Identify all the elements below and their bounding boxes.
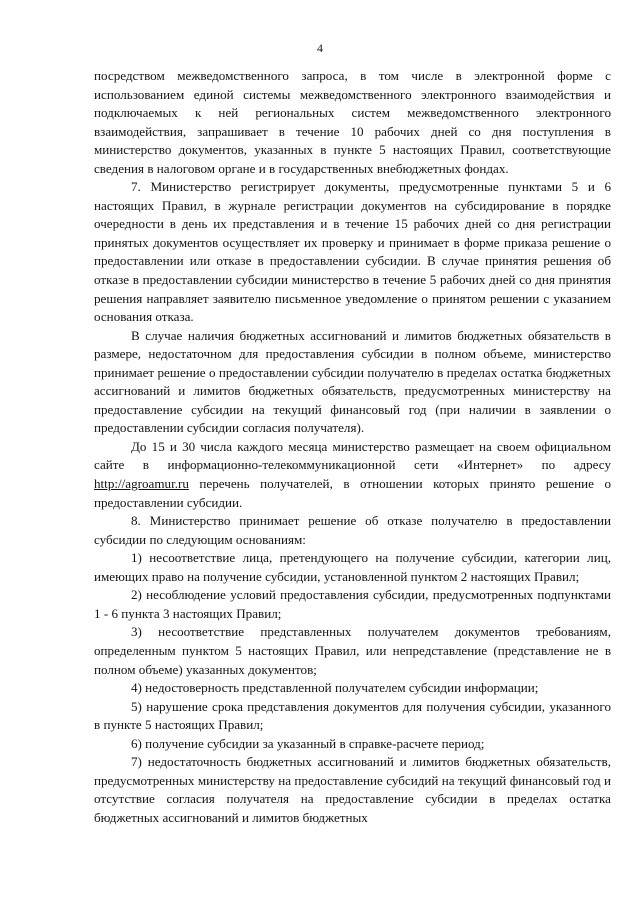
document-body bbox=[94, 67, 611, 827]
list-item-5: 5) нарушение срока представления документов для получения субсидии, указанного в пункте 5 настоящих Правил; bbox=[94, 698, 611, 733]
paragraph-item-8: 8. Министерство принимает решение об отказе получателю в предоставлении субсидии по следующим основаниям: bbox=[94, 513, 611, 547]
paragraph-insufficient-funds: В случае наличия бюджетных ассигнований и лимитов бюджетных обязательств в размере, недостаточном для предоставления субсидии в полном объеме, министерство принимает решение о предоставлении субсидии получателю в пределах остатка бюджетных ассигнований и лимитов бюджетных обязательств, предусмотренных министерству на предоставление субсидии на текущий финансовый год (при наличии в заявлении о предоставлении субсидии согласия получателя). bbox=[94, 327, 611, 436]
publication-text-before: До 15 и 30 числа каждого месяца министерство размещает на своем официальном сайте в информационно-телекоммуникационной сети «Интернет» по адресу bbox=[94, 438, 611, 473]
paragraph-continuation: посредством межведомственного запроса, в том числе в электронной форме с использованием единой системы межведомственного электронного взаимодействия и подключаемых к ней региональных систем межведомственного электронного взаимодействия, запрашивает в течение 10 рабочих дней со дня поступления в министерство документов, указанных в пункте 5 настоящих Правил, соответствующие сведения в налоговом органе и в государственных внебюджетных фондах. bbox=[94, 68, 611, 176]
paragraph-publication bbox=[94, 438, 611, 512]
list-item-3: 3) несоответствие представленных получателем документов требованиям, определенным пунктом 5 настоящих Правил, или непредставление (представление не в полном объеме) указанных документов; bbox=[94, 624, 611, 677]
list-item-2: 2) несоблюдение условий предоставления субсидии, предусмотренных подпунктами 1 - 6 пункта 3 настоящих Правил; bbox=[94, 587, 611, 621]
publication-text-after: перечень получателей, в отношении которых принято решение о предоставлении субсидии. bbox=[94, 476, 611, 510]
list-item-4: 4) недостоверность представленной получателем субсидии информации; bbox=[131, 680, 539, 696]
agroamur-link[interactable]: http://agroamur.ru bbox=[94, 476, 189, 492]
list-item-1: 1) несоответствие лица, претендующего на получение субсидии, категории лиц, имеющих право на получение субсидии, установленной пунктом 2 настоящих Правил; bbox=[94, 550, 611, 584]
page-number: 4 bbox=[317, 41, 323, 55]
list-item-6: 6) получение субсидии за указанный в справке-расчете период; bbox=[131, 735, 485, 751]
paragraph-item-7: 7. Министерство регистрирует документы, предусмотренные пунктами 5 и 6 настоящих Правил, в журнале регистрации документов на субсидирование в порядке очередности в день их представления и в течение 15 рабочих дней со дня регистрации принятых документов осуществляет их проверку и принимает в форме приказа решение о предоставлении или отказе в предоставлении субсидии. В случае принятия решения об отказе в предоставлении субсидии министерство в течение 5 рабочих дней со дня принятия решения направляет заявителю письменное уведомление о принятом решении с указанием основания отказа. bbox=[94, 179, 611, 325]
list-item-7: 7) недостаточность бюджетных ассигнований и лимитов бюджетных обязательств, предусмотренных министерству на предоставление субсидий на текущий финансовый год и отсутствие согласия получателя на предоставление субсидии в пределах остатка бюджетных ассигнований и лимитов бюджетных bbox=[94, 754, 611, 825]
